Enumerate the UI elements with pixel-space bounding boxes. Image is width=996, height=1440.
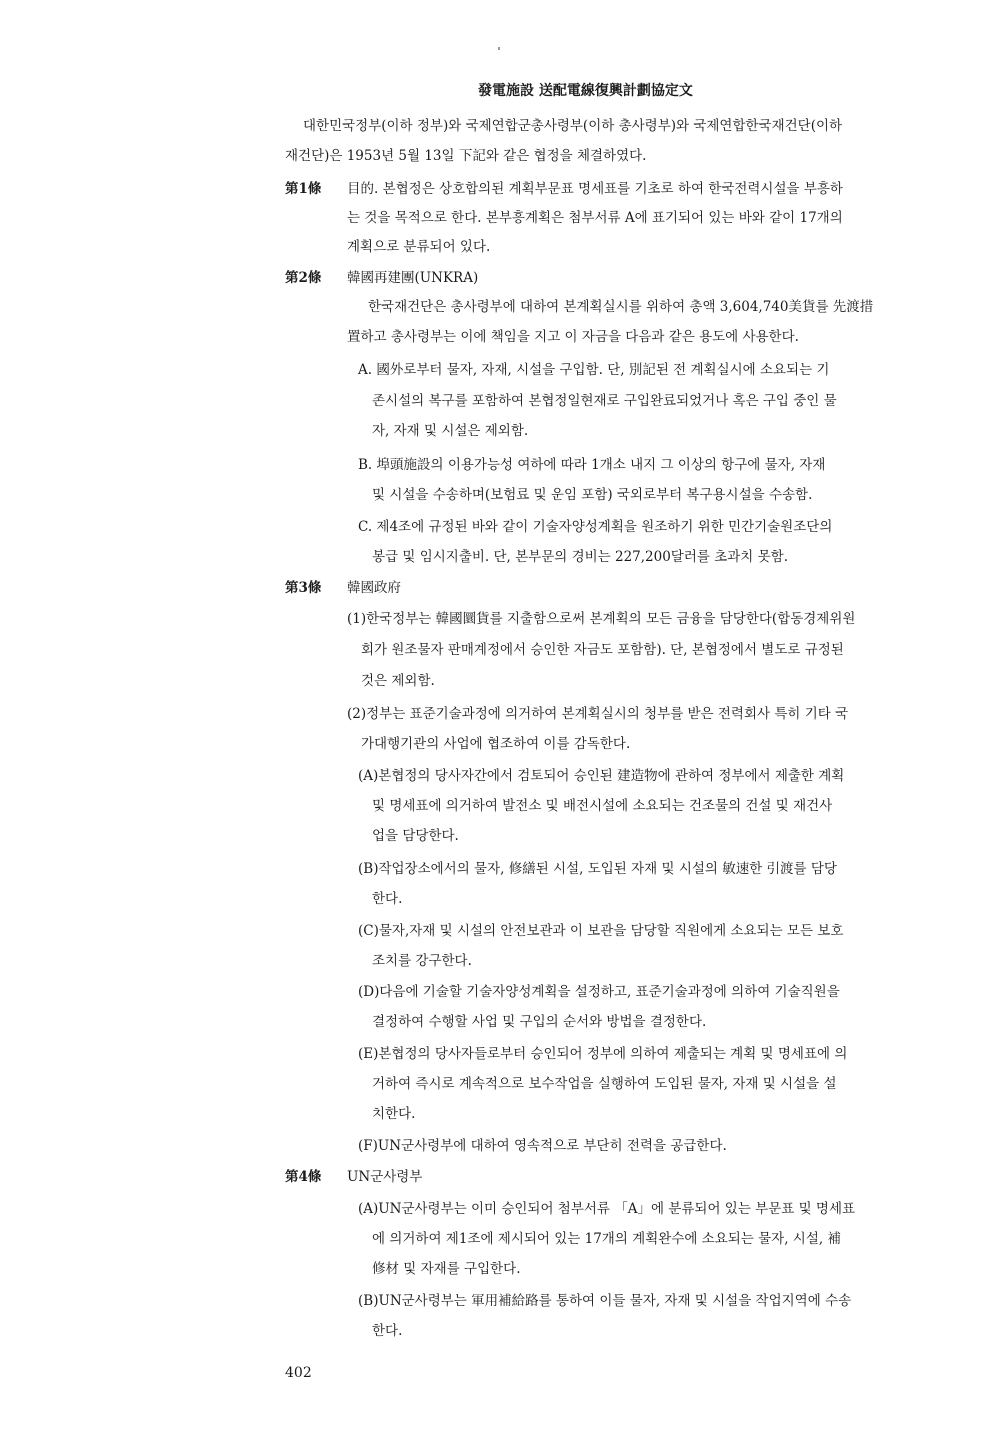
article-2-heading: 韓國再建團(UNKRA) xyxy=(347,270,479,286)
article-2-intro-line: 한국재건단은 총사령부에 대하여 본계획실시를 위하여 총액 3,604,740美貨를 先渡措 xyxy=(368,299,874,315)
article-3-item-a-line: 및 명세표에 의거하여 발전소 및 배전시설에 소요되는 건조물의 건설 및 재건사 xyxy=(372,798,833,814)
article-4-item-a-line: (A)UN군사령부는 이미 승인되어 첨부서류 「A」에 분류되어 있는 부문표 및 명세표 xyxy=(358,1201,856,1217)
article-2-item-c-line: 봉급 및 임시지출비. 단, 본부문의 경비는 227,200달러를 초과치 못함. xyxy=(372,549,789,565)
article-3-para-2-line: (2)정부는 표준기술과정에 의거하여 본계획실시의 청부를 받은 전력회사 특히 기타 국 xyxy=(347,706,849,722)
article-4-heading: UN군사령부 xyxy=(347,1169,423,1185)
article-3-item-b-line: 한다. xyxy=(372,891,403,907)
article-3-heading: 韓國政府 xyxy=(347,580,401,596)
article-3-item-f-line: (F)UN군사령부에 대하여 영속적으로 부단히 전력을 공급한다. xyxy=(358,1138,727,1154)
article-3-item-c-line: (C)물자,자재 및 시설의 안전보관과 이 보관을 담당할 직원에게 소요되는 모든 보호 xyxy=(358,923,844,939)
article-4-label: 第4條 xyxy=(285,1169,322,1185)
scan-speck xyxy=(498,47,500,50)
article-3-item-e-line: 치한다. xyxy=(372,1106,416,1122)
article-3-item-d-line: (D)다음에 기술할 기술자양성계획을 설정하고, 표준기술과정에 의하여 기술직원을 xyxy=(358,984,840,1000)
article-4-item-a-line: 에 의거하여 제1조에 제시되어 있는 17개의 계획완수에 소요되는 물자, 시설, 補 xyxy=(372,1231,841,1247)
article-3-para-1-line: 회가 원조물자 판매계정에서 승인한 자금도 포함함). 단, 본협정에서 별도로 규정된 xyxy=(361,642,844,658)
article-2-intro-line: 置하고 총사령부는 이에 책임을 지고 이 자금을 다음과 같은 용도에 사용한다. xyxy=(347,329,799,345)
article-3-item-a-line: 업을 담당한다. xyxy=(372,828,459,844)
article-3-item-b-line: (B)작업장소에서의 물자, 修繕된 시설, 도입된 자재 및 시설의 敏速한 引渡를 담당 xyxy=(358,861,837,877)
preamble-line: 대한민국정부(이하 정부)와 국제연합군총사령부(이하 총사령부)와 국제연합한국재건단(이하 xyxy=(303,118,843,134)
article-3-para-1-line: (1)한국정부는 韓國圜貨를 지출함으로써 본계획의 모든 금융을 담당한다(합동경제위원 xyxy=(347,611,856,627)
page-number: 402 xyxy=(285,1365,312,1381)
article-3-item-e-line: 거하여 즉시로 계속적으로 보수작업을 실행하여 도입된 물자, 자재 및 시설을 설 xyxy=(372,1076,837,1092)
article-3-item-e-line: (E)본협정의 당사자들로부터 승인되어 정부에 의하여 제출되는 계획 및 명세표에 의 xyxy=(358,1046,848,1062)
article-4-item-b-line: (B)UN군사령부는 軍用補給路를 통하여 이들 물자, 자재 및 시설을 작업지역에 수송 xyxy=(358,1293,852,1309)
article-2-item-a-line: A. 國外로부터 물자, 자재, 시설을 구입함. 단, 別記된 전 계획실시에 소요되는 기 xyxy=(358,362,830,378)
article-2-item-c-line: C. 제4조에 규정된 바와 같이 기술자양성계획을 원조하기 위한 민간기술원조단의 xyxy=(358,519,833,535)
preamble-line: 재건단)은 1953년 5월 13일 下記와 같은 협정을 체결하였다. xyxy=(285,148,647,164)
article-3-label: 第3條 xyxy=(285,580,322,596)
article-3-item-a-line: (A)본협정의 당사자간에서 검토되어 승인된 建造物에 관하여 정부에서 제출한 계획 xyxy=(358,768,845,784)
article-1-line: 目的. 본협정은 상호합의된 계획부문표 명세표를 기초로 하여 한국전력시설을 부흥하 xyxy=(347,181,843,197)
article-2-item-b-line: B. 埠頭施設의 이용가능성 여하에 따라 1개소 내지 그 이상의 항구에 물자, 자재 xyxy=(358,457,826,473)
article-4-item-b-line: 한다. xyxy=(372,1323,403,1339)
article-1-line: 계획으로 분류되어 있다. xyxy=(347,239,491,255)
article-3-item-d-line: 결정하여 수행할 사업 및 구입의 순서와 방법을 결정한다. xyxy=(372,1014,707,1030)
article-1-line: 는 것을 목적으로 한다. 본부흥계획은 첨부서류 A에 표기되어 있는 바와 같이 17개의 xyxy=(347,210,843,226)
article-3-para-1-line: 것은 제외함. xyxy=(361,673,435,689)
article-4-item-a-line: 修材 및 자재를 구입한다. xyxy=(372,1261,521,1277)
article-1-label: 第1條 xyxy=(285,181,322,197)
article-3-item-c-line: 조치를 강구한다. xyxy=(372,953,472,969)
article-2-item-b-line: 및 시설을 수송하며(보험료 및 운임 포함) 국외로부터 복구용시설을 수송함. xyxy=(372,487,813,503)
article-3-para-2-line: 가대행기관의 사업에 협조하여 이를 감독한다. xyxy=(361,736,631,752)
article-2-label: 第2條 xyxy=(285,270,322,286)
article-2-item-a-line: 존시설의 복구를 포함하여 본협정일현재로 구입완료되었거나 혹은 구입 중인 물 xyxy=(372,393,837,409)
article-2-item-a-line: 자, 자재 및 시설은 제외함. xyxy=(372,423,529,439)
document-title: 發電施設 送配電線復興計劃協定文 xyxy=(478,83,693,99)
